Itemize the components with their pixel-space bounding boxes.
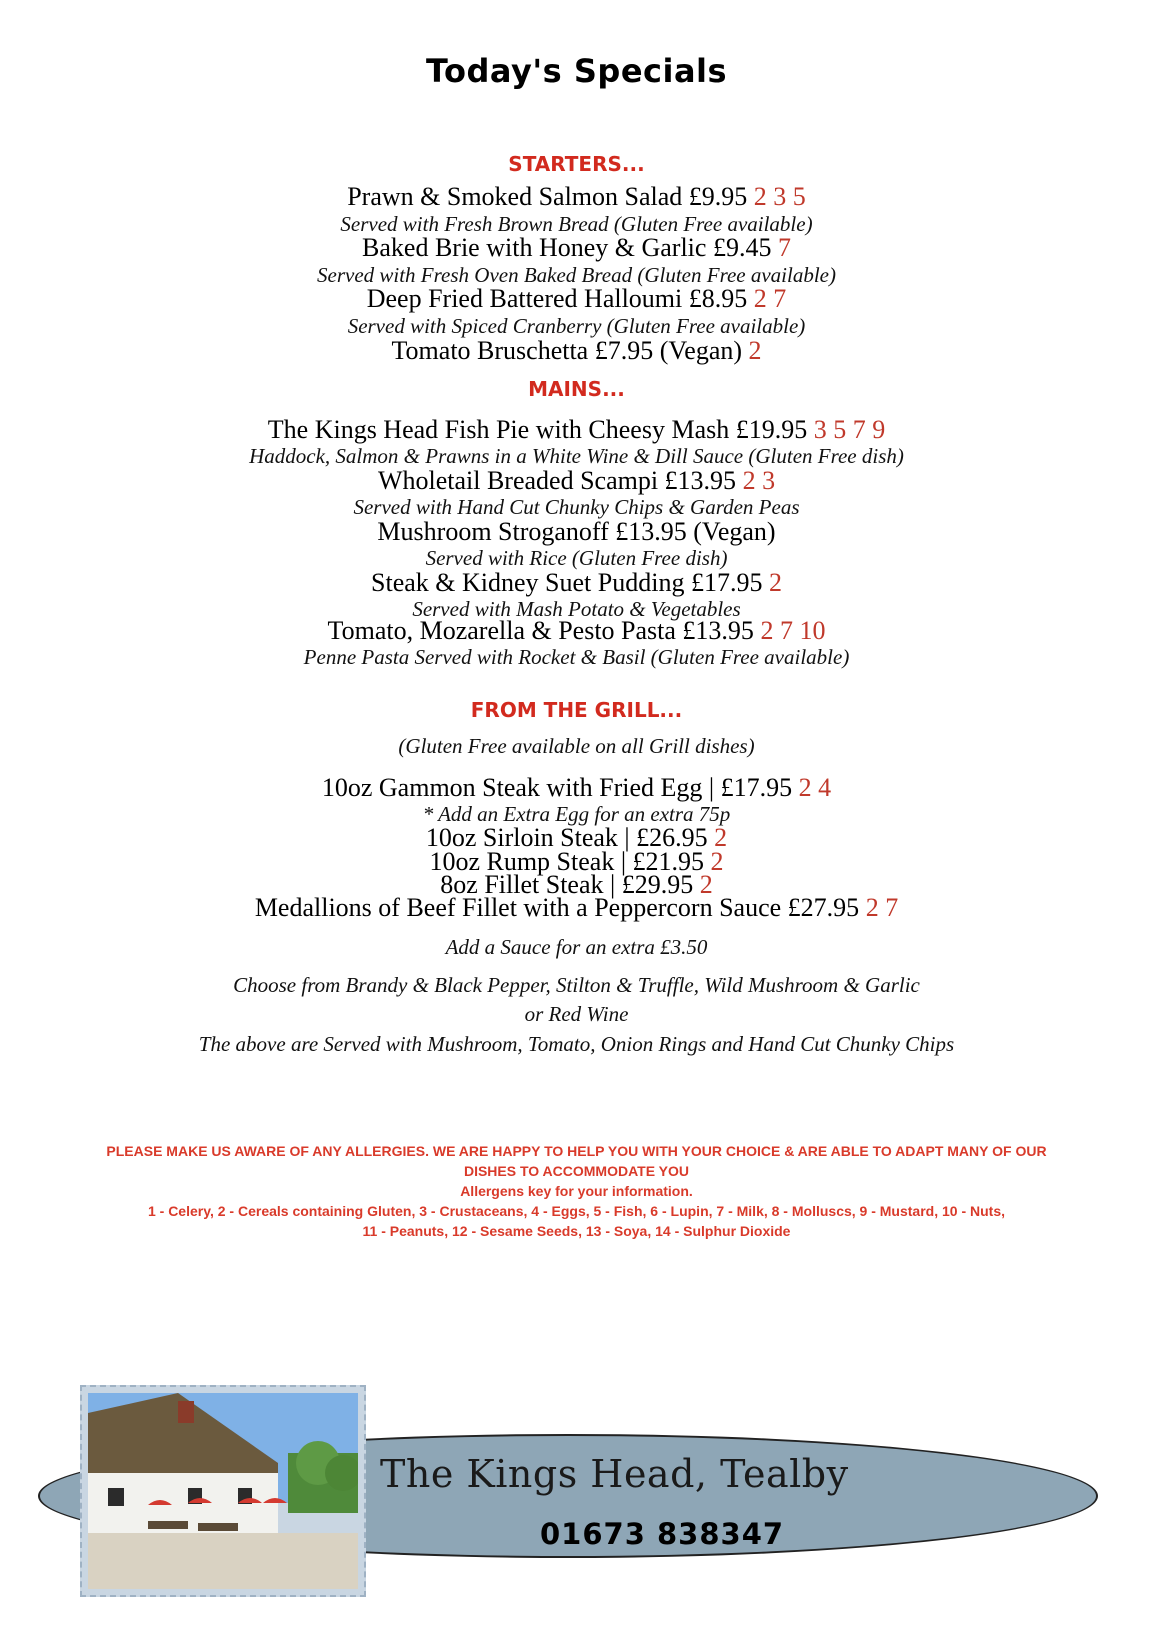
dish-name: Baked Brie with Honey & Garlic £9.45 (362, 233, 772, 262)
grill-item (0, 774, 1153, 802)
dish-description: Served with Hand Cut Chunky Chips & Garden Peas (353, 495, 800, 519)
dish-description: Served with Fresh Brown Bread (Gluten Free available) (340, 212, 813, 236)
allergen-codes: 2 7 (865, 893, 899, 922)
sauce-note: Add a Sauce for an extra £3.50 (445, 935, 708, 959)
dish-description: Penne Pasta Served with Rocket & Basil (Gluten Free available) (303, 645, 850, 669)
starter-item (0, 285, 1153, 313)
main-item (0, 617, 1153, 645)
main-item (0, 569, 1153, 597)
grill-item (0, 894, 1153, 922)
allergy-line: DISHES TO ACCOMMODATE YOU (463, 1163, 690, 1179)
allergen-codes: 2 7 (753, 284, 787, 313)
dish-name: Tomato Bruschetta £7.95 (Vegan) (391, 336, 743, 365)
dish-description: Served with Mash Potato & Vegetables (412, 597, 741, 621)
allergen-codes: 2 (714, 823, 728, 852)
dish-name: Prawn & Smoked Salmon Salad £9.95 (347, 182, 748, 211)
grill-gluten-note: (Gluten Free available on all Grill dishes) (398, 734, 755, 758)
dish-name: Wholetail Breaded Scampi £13.95 (377, 466, 737, 495)
pub-name: The Kings Head, Tealby (380, 1452, 849, 1496)
pub-photo-illustration (88, 1393, 358, 1589)
dish-name: 10oz Sirloin Steak | £26.95 (425, 823, 708, 852)
starter-item (0, 183, 1153, 211)
dish-name: 10oz Gammon Steak with Fried Egg | £17.95 (321, 773, 793, 802)
main-item (0, 518, 1153, 546)
egg-note: * Add an Extra Egg for an extra 75p (422, 802, 731, 826)
dish-name: 10oz Rump Steak | £21.95 (429, 847, 705, 876)
sauce-choices-cont: or Red Wine (524, 1002, 629, 1026)
dish-description: Served with Spiced Cranberry (Gluten Free available) (347, 314, 806, 338)
allergens-key-line: 1 - Celery, 2 - Cereals containing Gluten, 3 - Crustaceans, 4 - Eggs, 5 - Fish, 6 - Lupin, 7 - Milk, 8 - Molluscs, 9 - Mustard, 10 - Nuts, (147, 1203, 1006, 1219)
dish-description: Served with Rice (Gluten Free dish) (425, 546, 728, 570)
allergen-codes: 2 (699, 870, 713, 899)
starter-item (0, 234, 1153, 262)
main-item (0, 416, 1153, 444)
allergens-key-line: 11 - Peanuts, 12 - Sesame Seeds, 13 - Soya, 14 - Sulphur Dioxide (362, 1223, 791, 1239)
dish-name: Deep Fried Battered Halloumi £8.95 (366, 284, 748, 313)
allergy-line: PLEASE MAKE US AWARE OF ANY ALLERGIES. WE ARE HAPPY TO HELP YOU WITH YOUR CHOICE & ARE ABLE TO ADAPT MANY OF OUR (106, 1143, 1047, 1159)
grill-heading: FROM THE GRILL... (470, 698, 683, 722)
allergen-codes: 3 5 7 9 (813, 415, 886, 444)
mains-heading: MAINS... (528, 377, 625, 401)
dish-name: Medallions of Beef Fillet with a Peppercorn Sauce £27.95 (254, 893, 860, 922)
page-title: Today's Specials (425, 52, 728, 90)
allergen-codes: 2 7 10 (760, 616, 826, 645)
allergen-codes: 2 (748, 336, 762, 365)
starters-heading: STARTERS... (508, 152, 645, 176)
dish-name: Steak & Kidney Suet Pudding £17.95 (371, 568, 763, 597)
dish-name: Mushroom Stroganoff £13.95 (Vegan) (377, 517, 776, 546)
dish-name: The Kings Head Fish Pie with Cheesy Mash £19.95 (267, 415, 808, 444)
allergen-codes: 2 3 (742, 466, 776, 495)
allergen-codes: 2 3 5 (753, 182, 806, 211)
dish-description: Served with Fresh Oven Baked Bread (Gluten Free available) (317, 263, 836, 287)
dish-name: 8oz Fillet Steak | £29.95 (440, 870, 694, 899)
dish-name: Tomato, Mozarella & Pesto Pasta £13.95 (327, 616, 761, 645)
dish-description: Haddock, Salmon & Prawns in a White Wine & Dill Sauce (Gluten Free dish) (249, 444, 904, 468)
sauce-choices: Choose from Brandy & Black Pepper, Stilton & Truffle, Wild Mushroom & Garlic (233, 973, 920, 997)
served-note: The above are Served with Mushroom, Tomato, Onion Rings and Hand Cut Chunky Chips (198, 1032, 955, 1056)
allergen-codes: 2 (768, 568, 782, 597)
allergen-codes: 2 4 (798, 773, 832, 802)
pub-phone: 01673 838347 (540, 1517, 785, 1551)
starter-item (0, 337, 1153, 365)
allergen-codes: 2 (710, 847, 724, 876)
allergens-key-title: Allergens key for your information. (460, 1183, 693, 1199)
allergy-notice (30, 1141, 1123, 1241)
main-item (0, 467, 1153, 495)
pub-photo (80, 1385, 366, 1597)
allergen-codes: 7 (777, 233, 791, 262)
